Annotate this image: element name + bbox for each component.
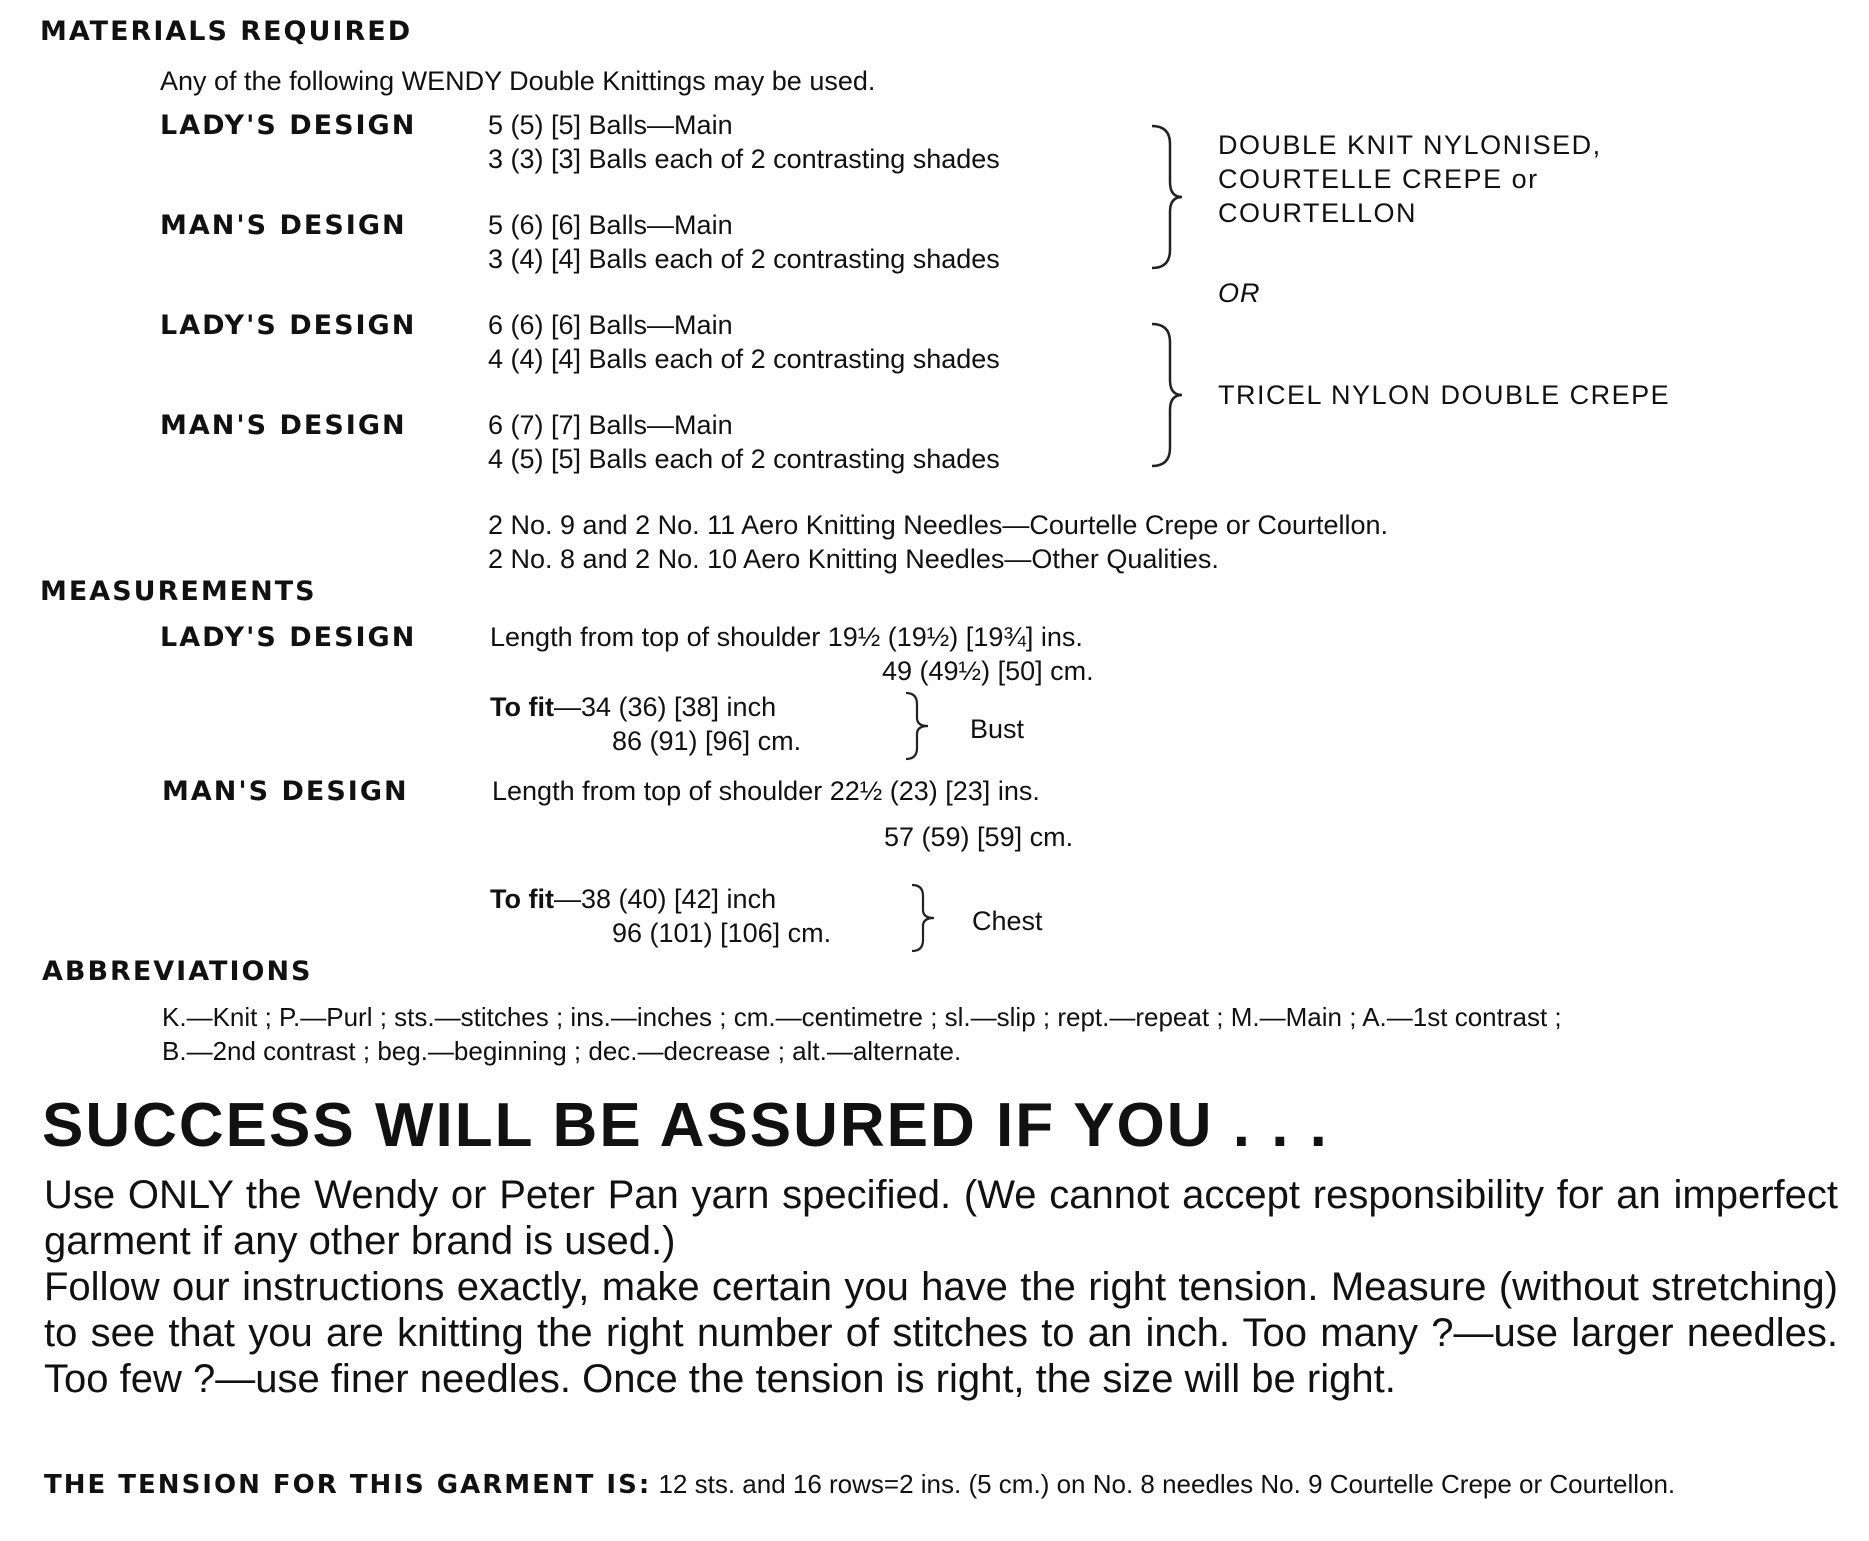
group1-lady-main: 5 (5) [5] Balls—Main <box>488 110 733 140</box>
tension-label: THE TENSION FOR THIS GARMENT IS: <box>44 1470 652 1500</box>
group2-man-main: 6 (7) [7] Balls—Main <box>488 410 733 440</box>
group2-brace-icon <box>1148 320 1184 470</box>
group1-yarn-line1: DOUBLE KNIT NYLONISED, <box>1218 130 1602 160</box>
measure-man-fit-line2: 96 (101) [106] cm. <box>612 918 832 948</box>
measure-man-chest: Chest <box>972 906 1043 936</box>
measure-man-length1: Length from top of shoulder 22½ (23) [23] ins. <box>492 776 1040 806</box>
group1-man-label: MAN'S DESIGN <box>160 210 407 241</box>
group1-yarn <box>1218 128 1602 230</box>
group1-yarn-line3: COURTELLON <box>1218 198 1418 228</box>
measure-lady-fit-line1: —34 (36) [38] inch <box>553 692 777 722</box>
group2-man-label: MAN'S DESIGN <box>160 410 407 441</box>
measure-man-length2: 57 (59) [59] cm. <box>884 822 1074 852</box>
group2-man-contrast: 4 (5) [5] Balls each of 2 contrasting shades <box>488 444 1000 474</box>
measure-lady-fit-line2: 86 (91) [96] cm. <box>612 726 802 756</box>
group1-lady-contrast: 3 (3) [3] Balls each of 2 contrasting shades <box>488 144 1000 174</box>
measure-lady-length2: 49 (49½) [50] cm. <box>882 656 1094 686</box>
group2-lady-main: 6 (6) [6] Balls—Main <box>488 310 733 340</box>
group2-lady-quantities <box>488 308 1000 376</box>
tension-text: 12 sts. and 16 rows=2 ins. (5 cm.) on No. 8 needles No. 9 Courtelle Crepe or Courtellon. <box>651 1469 1676 1499</box>
measure-man-label: MAN'S DESIGN <box>162 776 409 807</box>
abbreviations-line1: K.—Knit ; P.—Purl ; sts.—stitches ; ins.—inches ; cm.—centimetre ; sl.—slip ; rept.—repeat ; M.—Main ; A.—1st contrast ; <box>162 1002 1562 1032</box>
measure-lady-tofit-label: To fit <box>490 692 554 722</box>
success-para1: Use ONLY the Wendy or Peter Pan yarn specified. (We cannot accept responsibility for an imperfect garment if any other brand is used.) <box>44 1173 1838 1263</box>
success-para2: Follow our instructions exactly, make certain you have the right tension. Measure (without stretching) to see that you are knitting the right number of stitches to an inch. Too many ?—use larger needles. Too few ?—use finer needles. Once the tension is right, the size will be right. <box>44 1265 1838 1401</box>
group2-man-quantities <box>488 408 1000 476</box>
or-label: OR <box>1218 278 1261 308</box>
materials-intro: Any of the following WENDY Double Knittings may be used. <box>160 66 876 96</box>
group2-yarn: TRICEL NYLON DOUBLE CREPE <box>1218 380 1671 410</box>
abbreviations-heading: ABBREVIATIONS <box>42 956 313 987</box>
group1-lady-quantities <box>488 108 1000 176</box>
success-heading: SUCCESS WILL BE ASSURED IF YOU . . . <box>42 1091 1329 1160</box>
materials-heading: MATERIALS REQUIRED <box>40 16 413 47</box>
needles <box>488 508 1388 576</box>
needles-line2: 2 No. 8 and 2 No. 10 Aero Knitting Needles—Other Qualities. <box>488 544 1219 574</box>
group1-brace-icon <box>1148 122 1184 272</box>
measure-man-fit <box>490 884 776 915</box>
group1-man-main: 5 (6) [6] Balls—Main <box>488 210 733 240</box>
measure-lady-label: LADY'S DESIGN <box>160 622 417 653</box>
man-fit-brace-icon <box>908 882 938 954</box>
tension-note <box>44 1468 1844 1501</box>
measure-lady-fit <box>490 692 776 723</box>
abbreviations-text <box>162 1000 1562 1068</box>
abbreviations-line2: B.—2nd contrast ; beg.—beginning ; dec.—decrease ; alt.—alternate. <box>162 1036 962 1066</box>
measurements-heading: MEASUREMENTS <box>40 576 317 607</box>
group2-lady-label: LADY'S DESIGN <box>160 310 417 341</box>
group1-lady-label: LADY'S DESIGN <box>160 110 417 141</box>
lady-fit-brace-icon <box>902 690 932 762</box>
group1-man-contrast: 3 (4) [4] Balls each of 2 contrasting shades <box>488 244 1000 274</box>
group1-man-quantities <box>488 208 1000 276</box>
group2-lady-contrast: 4 (4) [4] Balls each of 2 contrasting shades <box>488 344 1000 374</box>
measure-lady-length1: Length from top of shoulder 19½ (19½) [19¾] ins. <box>490 622 1083 652</box>
measure-man-fit-line1: —38 (40) [42] inch <box>553 884 777 914</box>
needles-line1: 2 No. 9 and 2 No. 11 Aero Knitting Needles—Courtelle Crepe or Courtellon. <box>488 510 1389 540</box>
measure-man-tofit-label: To fit <box>490 884 554 914</box>
measure-lady-bust: Bust <box>970 714 1025 744</box>
group1-yarn-line2: COURTELLE CREPE or <box>1218 164 1539 194</box>
